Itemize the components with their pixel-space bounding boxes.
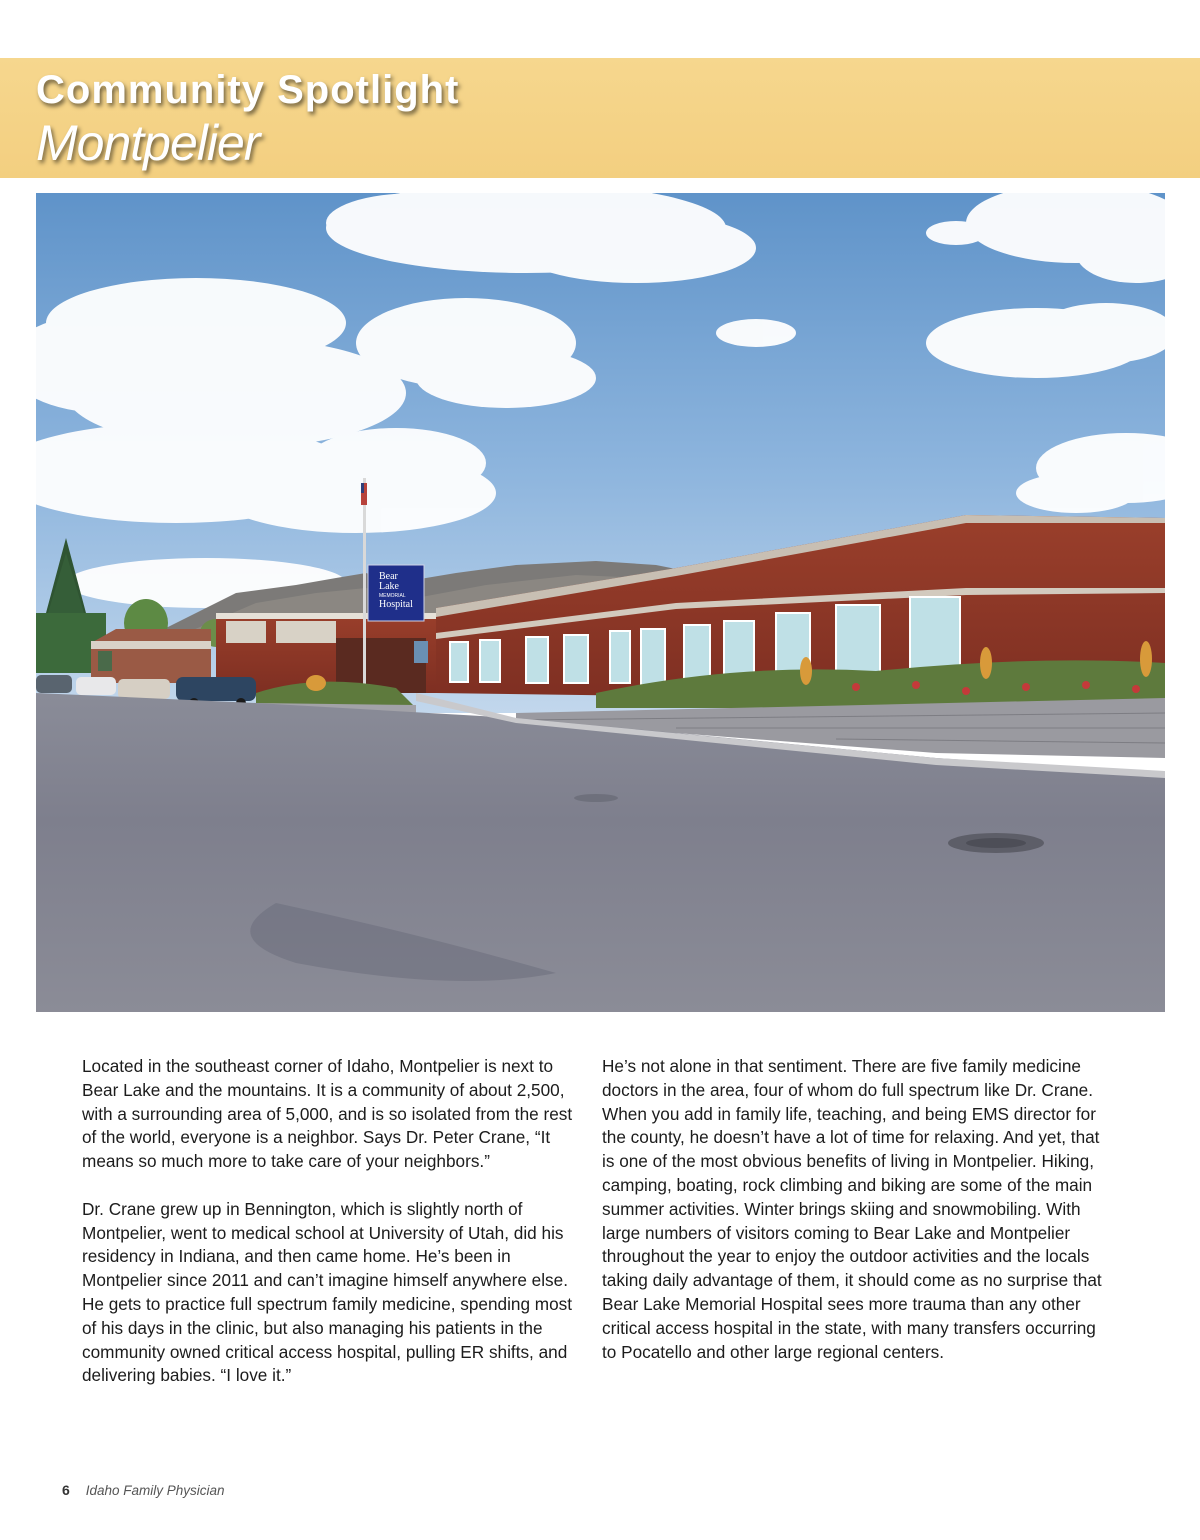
title-banner [0, 58, 1200, 178]
article-column-right [602, 1055, 1102, 1364]
community-name: Montpelier [36, 115, 260, 171]
svg-text:Bear: Bear [379, 571, 398, 582]
article-paragraph: Dr. Crane grew up in Bennington, which is slightly north of Montpelier, went to medical school at University of Utah, did his residency in Indiana, and then came home. He’s been in Montpelier since 2011 and can’t imagine himself anywhere else. He gets to practice full spectrum family medicine, spending most of his days in the clinic, but also managing his patients in the community owned critical access hospital, pulling ER shifts, and delivering babies. “I love it.” [82, 1198, 573, 1386]
page-number: 6 [62, 1482, 70, 1498]
svg-text:MEMORIAL: MEMORIAL [379, 593, 406, 599]
article-paragraph: Located in the southeast corner of Idaho, Montpelier is next to Bear Lake and the mountains. It is a community of about 2,500, with a surrounding area of 5,000, and is so isolated from the rest of the world, everyone is a neighbor. Says Dr. Peter Crane, “It means so much more to take care of your neighbors.” [82, 1056, 573, 1172]
hospital-photo [36, 193, 1165, 1012]
section-title: Community Spotlight [36, 68, 460, 112]
svg-text:Lake: Lake [379, 581, 399, 592]
article-column-left [82, 1055, 582, 1388]
publication-name: Idaho Family Physician [85, 1483, 225, 1498]
svg-text:Hospital: Hospital [379, 599, 413, 610]
article-paragraph: He’s not alone in that sentiment. There are five family medicine doctors in the area, four of whom do full spectrum like Dr. Crane. When you add in family life, teaching, and being EMS director for the county, he doesn’t have a lot of time for relaxing. And yet, that is one of the most obvious benefits of living in Montpelier. Hiking, camping, boating, rock climbing and biking are some of the main summer activities. Winter brings skiing and snowmobiling. With large numbers of visitors coming to Bear Lake and Montpelier throughout the year to enjoy the outdoor activities and the locals taking daily advantage of them, it should come as no surprise that Bear Lake Memorial Hospital sees more trauma than any other critical access hospital in the state, with many transfers occurring to Pocatello and other large regional centers. [602, 1056, 1102, 1362]
page-footer [62, 1482, 225, 1498]
